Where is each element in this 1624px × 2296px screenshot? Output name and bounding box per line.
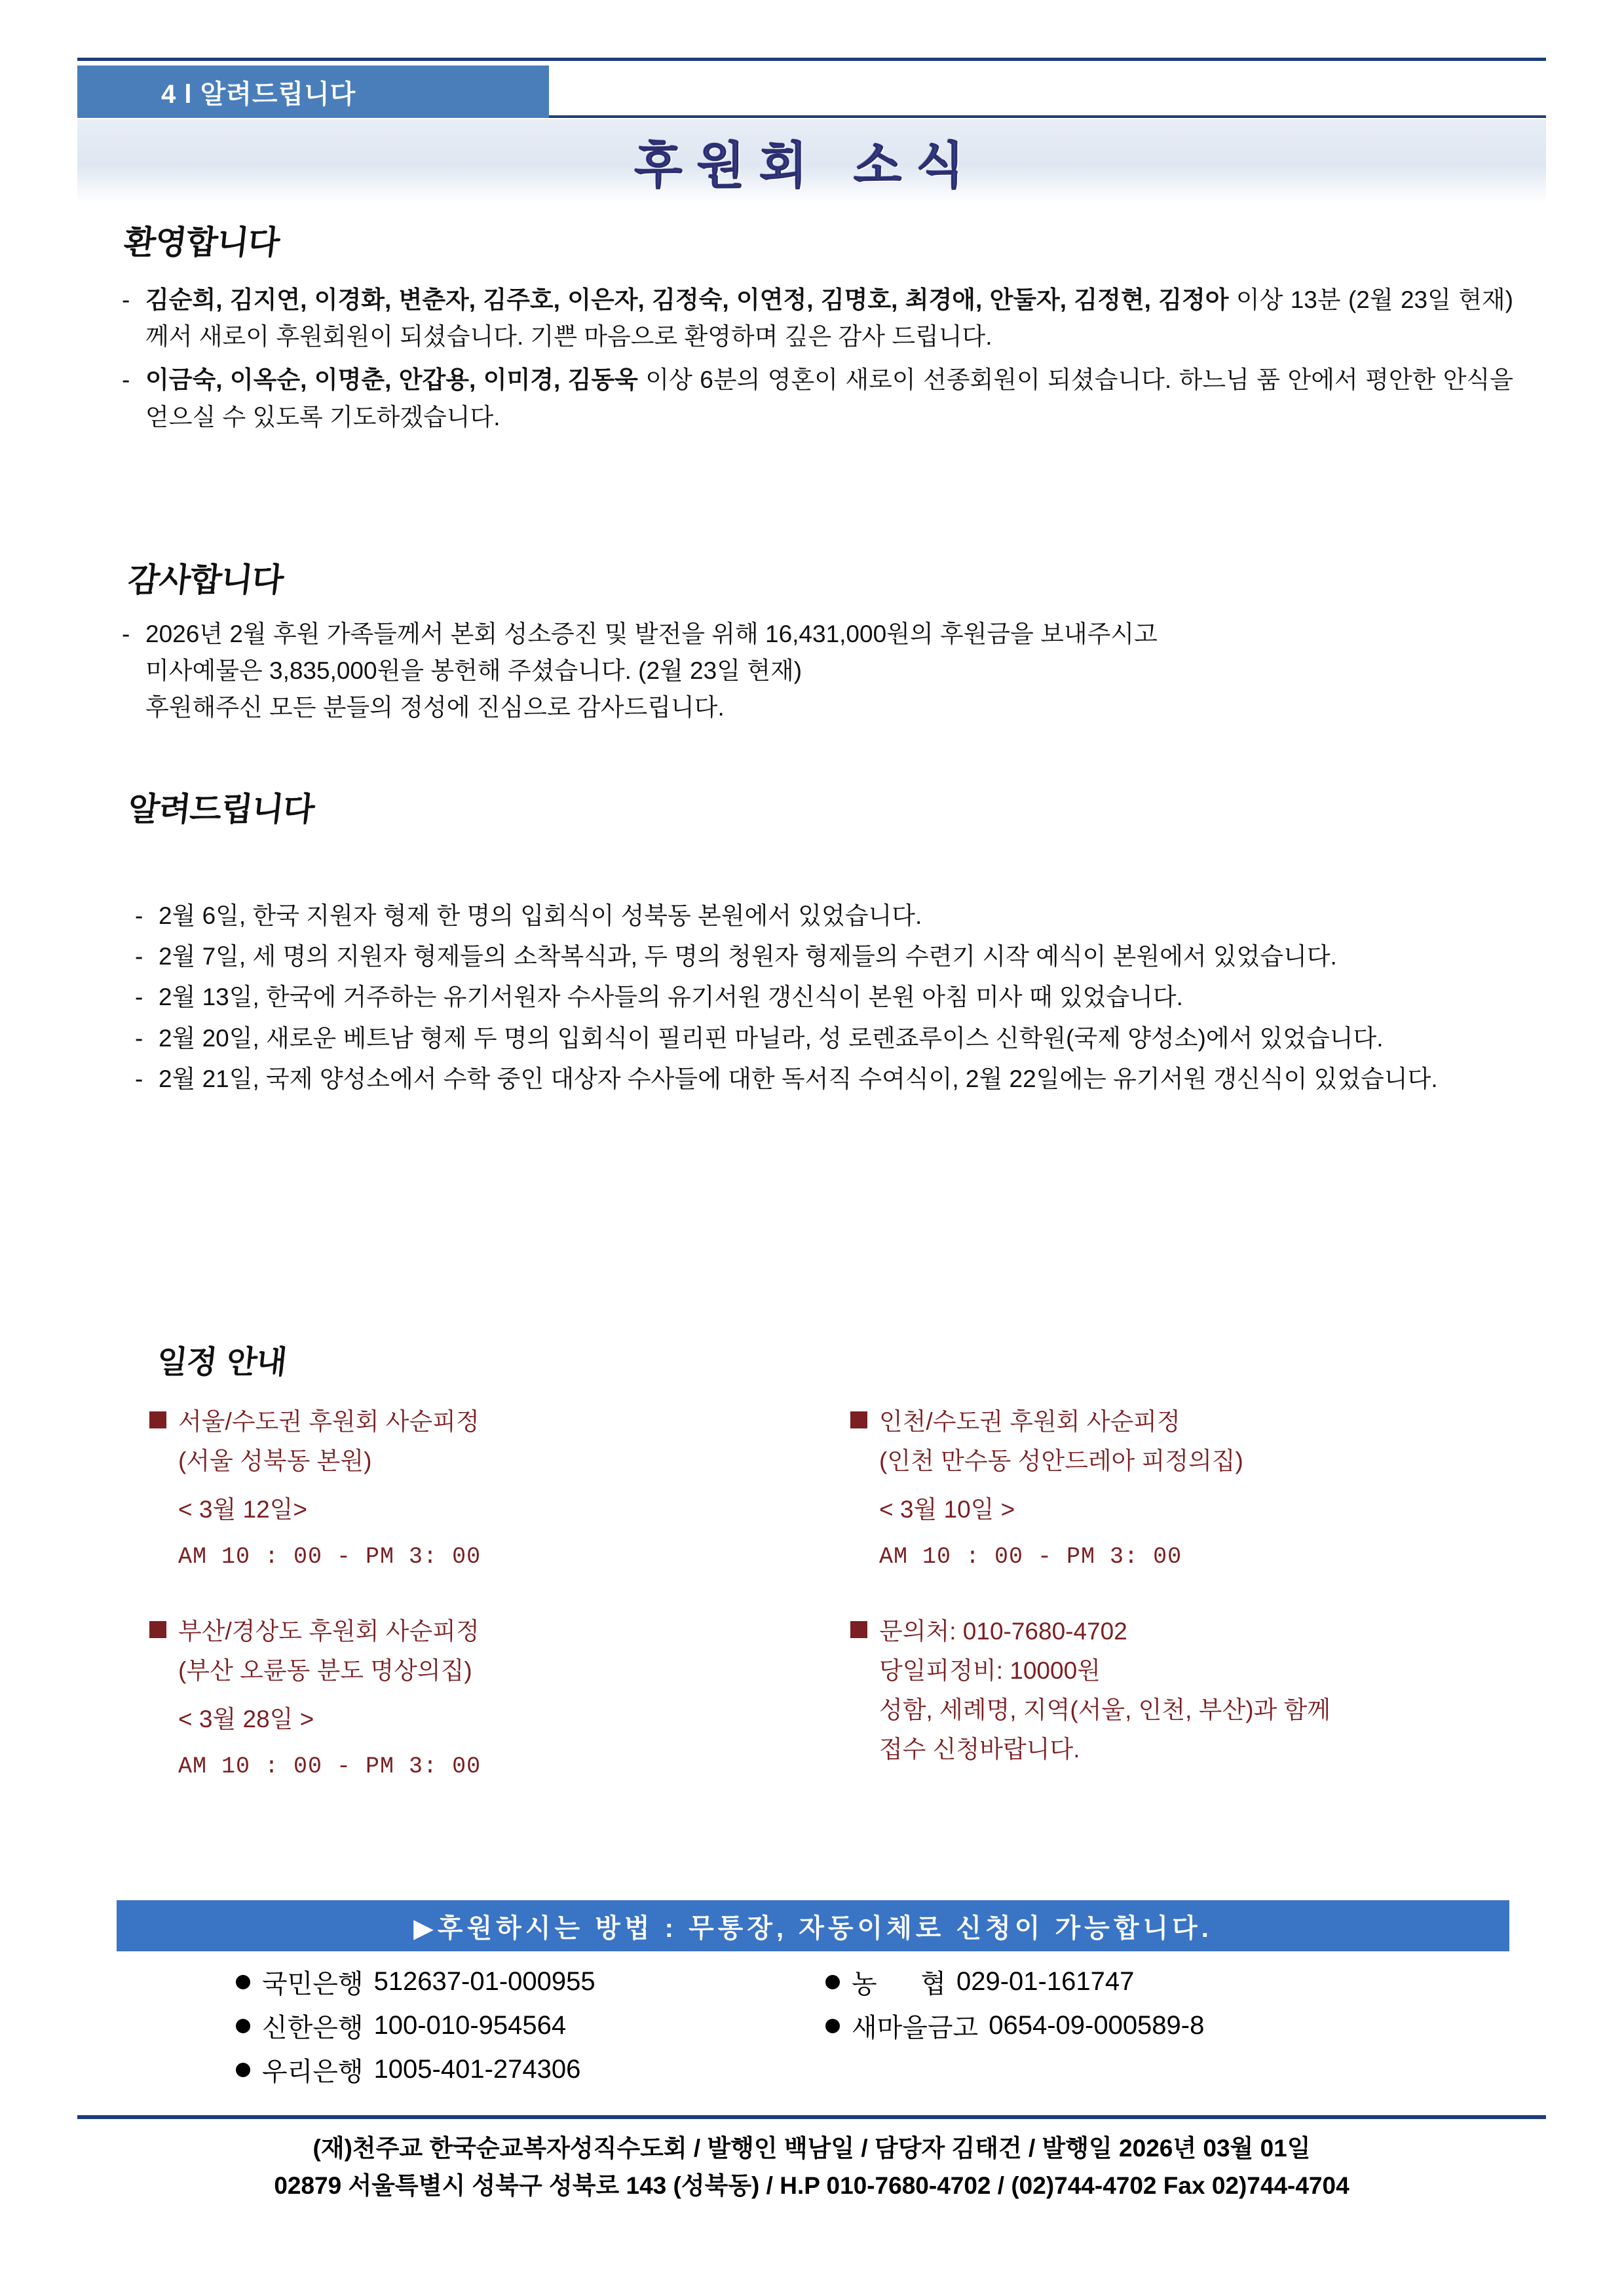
schedule-date: < 3월 10일 > [879, 1495, 1015, 1523]
bullet-dot-icon [236, 2063, 250, 2077]
bank-number: 1005-401-274306 [373, 2055, 581, 2084]
welcome-block [122, 282, 1513, 436]
title-band [77, 119, 1546, 203]
square-bullet-icon [149, 1411, 166, 1428]
bank-account-row [236, 2007, 825, 2044]
footer-divider [77, 2115, 1546, 2119]
schedule-title: 인천/수도권 후원회 사순피정 [879, 1408, 1180, 1435]
schedule-time: AM 10 : 00 - PM 3: 00 [178, 1753, 482, 1780]
bank-account-row [236, 1963, 825, 2000]
list-item [122, 616, 1513, 727]
top-divider [77, 58, 1546, 61]
thanks-line-3: 후원해주신 모든 분들의 정성에 진심으로 감사드립니다. [145, 694, 725, 721]
header-underline [549, 115, 1546, 118]
bank-number: 512637-01-000955 [373, 1967, 595, 1996]
bank-account-row [825, 1963, 1481, 2000]
footer-line-1: (재)천주교 한국순교복자성직수도회 / 발행인 백남일 / 담당자 김태건 / 발행일 2026년 03월 01일 [312, 2135, 1311, 2162]
contact-info: 성함, 세례명, 지역(서울, 인천, 부산)과 함께 [879, 1696, 1331, 1723]
schedule-entry [850, 1612, 1545, 1769]
notice-item-1: 2월 6일, 한국 지원자 형제 한 명의 입회식이 성북동 본원에서 있었습니다. [159, 902, 922, 929]
schedule-entry [149, 1402, 844, 1576]
notice-block [135, 898, 1511, 1101]
welcome-item-1 [145, 282, 1513, 355]
bank-number: 0654-09-000589-8 [989, 2011, 1205, 2040]
dash-marker: - [122, 286, 130, 313]
heading-schedule: 일정 안내 [155, 1344, 288, 1381]
schedule-title: 서울/수도권 후원회 사순피정 [178, 1408, 480, 1435]
contact-fee: 당일피정비: 10000원 [879, 1656, 1101, 1684]
schedule-title-line [850, 1402, 1545, 1442]
bank-name: 새마을금고 [852, 2014, 979, 2042]
thanks-line-2: 미사예물은 3,835,000원을 봉헌해 주셨습니다. (2월 23일 현재) [145, 657, 803, 685]
schedule-item-contact [850, 1612, 1545, 1773]
bullet-dot-icon [236, 1975, 250, 1989]
schedule-title: 부산/경상도 후원회 사순피정 [178, 1618, 480, 1645]
welcome-rest-1: 이상 13분 (2월 23일 현재)께서 새로이 후원회원이 되셨습니다. 기쁜 마음으로 환영하며 깊은 감사 드립니다. [145, 286, 1513, 351]
schedule-item-seoul [149, 1402, 844, 1580]
donation-banner-text: ▶후원하시는 방법 : 무통장, 자동이체로 신청이 가능합니다. [413, 1913, 1213, 1943]
schedule-date: < 3월 12일> [178, 1495, 307, 1523]
schedule-place: (부산 오륜동 분도 명상의집) [178, 1656, 472, 1684]
footer [77, 2130, 1546, 2205]
schedule-time: AM 10 : 00 - PM 3: 00 [879, 1543, 1182, 1570]
square-bullet-icon [850, 1411, 867, 1428]
bullet-dot-icon [236, 2019, 250, 2033]
schedule-entry [149, 1612, 844, 1786]
dash-marker: - [122, 621, 130, 647]
bank-name: 신한은행 [262, 2014, 364, 2042]
bank-account-list [236, 1963, 1481, 2088]
bank-name: 농 협 [852, 1970, 946, 1999]
notice-item-4: 2월 20일, 새로운 베트남 형제 두 명의 입회식이 필리핀 마닐라, 성 로렌죠루이스 신학원(국제 양성소)에서 있었습니다. [159, 1024, 1384, 1052]
schedule-place: (인천 만수동 성안드레아 피정의집) [879, 1447, 1243, 1474]
square-bullet-icon [149, 1621, 166, 1638]
page-section-tab-label: 4 l 알려드립니다 [161, 79, 356, 109]
schedule-title-line [850, 1612, 1545, 1651]
dash-marker: - [135, 1065, 143, 1092]
schedule-time: AM 10 : 00 - PM 3: 00 [178, 1543, 482, 1570]
heading-welcome: 환영합니다 [122, 223, 282, 261]
welcome-item-2 [145, 362, 1513, 435]
thanks-line-1: 2026년 2월 후원 가족들께서 본회 성소증진 및 발전을 위해 16,431,000원의 후원금을 보내주시고 [145, 621, 1158, 647]
page-title: 후원회 소식 [634, 136, 979, 195]
welcome-names-2: 이금숙, 이옥순, 이명춘, 안갑용, 이미경, 김동욱 [145, 366, 638, 394]
heading-notice: 알려드립니다 [126, 790, 316, 828]
list-item [135, 898, 1511, 934]
bank-account-row [825, 2007, 1481, 2044]
list-item [135, 979, 1511, 1016]
schedule-title-line [149, 1402, 844, 1442]
schedule-date: < 3월 28일 > [178, 1705, 314, 1732]
bank-account-row [236, 2051, 825, 2088]
bank-number: 100-010-954564 [373, 2011, 567, 2040]
list-item [122, 282, 1513, 355]
footer-line-2: 02879 서울특별시 성북구 성북로 143 (성북동) / H.P 010-7680-4702 / (02)744-4702 Fax 02)744-4704 [274, 2172, 1350, 2200]
contact-phone: 문의처: 010-7680-4702 [879, 1618, 1127, 1645]
bank-number: 029-01-161747 [956, 1967, 1135, 1996]
thanks-block [122, 616, 1513, 727]
page-section-tab [77, 66, 549, 118]
square-bullet-icon [850, 1621, 867, 1638]
schedule-section [77, 1389, 1546, 1848]
welcome-rest-2: 이상 6분의 영혼이 새로이 선종회원이 되셨습니다. 하느님 품 안에서 평안한 안식을 얻으실 수 있도록 기도하겠습니다. [145, 366, 1514, 430]
bank-account-row-empty [825, 2051, 1481, 2088]
bank-name: 국민은행 [262, 1970, 364, 1999]
list-item [135, 1061, 1511, 1098]
dash-marker: - [135, 902, 143, 929]
notice-item-5: 2월 21일, 국제 양성소에서 수학 중인 대상자 수사들에 대한 독서직 수여식이, 2월 22일에는 유기서원 갱신식이 있었습니다. [159, 1065, 1438, 1092]
schedule-item-busan [149, 1612, 844, 1789]
bullet-dot-icon [825, 1975, 840, 1989]
schedule-title-line [149, 1612, 844, 1651]
list-item [122, 362, 1513, 435]
donation-banner [117, 1900, 1509, 1951]
list-item [135, 1020, 1511, 1057]
dash-marker: - [135, 943, 143, 970]
schedule-place: (서울 성북동 본원) [178, 1447, 372, 1474]
bullet-dot-icon [825, 2019, 840, 2033]
dash-marker: - [122, 366, 130, 394]
dash-marker: - [135, 984, 143, 1011]
notice-item-2: 2월 7일, 세 명의 지원자 형제들의 소착복식과, 두 명의 청원자 형제들의 수련기 시작 예식이 본원에서 있었습니다. [159, 943, 1337, 970]
thanks-lines [145, 616, 1513, 727]
list-item [135, 938, 1511, 975]
bank-name: 우리은행 [262, 2057, 364, 2086]
schedule-entry [850, 1402, 1545, 1576]
schedule-item-incheon [850, 1402, 1545, 1580]
notice-item-3: 2월 13일, 한국에 거주하는 유기서원자 수사들의 유기서원 갱신식이 본원 아침 미사 때 있었습니다. [159, 984, 1183, 1011]
heading-thanks: 감사합니다 [126, 561, 286, 599]
dash-marker: - [135, 1024, 143, 1052]
welcome-names-1: 김순희, 김지연, 이경화, 변춘자, 김주호, 이은자, 김정숙, 이연정, 김명호, 최경애, 안둘자, 김정현, 김정아 [145, 286, 1229, 313]
contact-apply: 접수 신청바랍니다. [879, 1735, 1080, 1763]
